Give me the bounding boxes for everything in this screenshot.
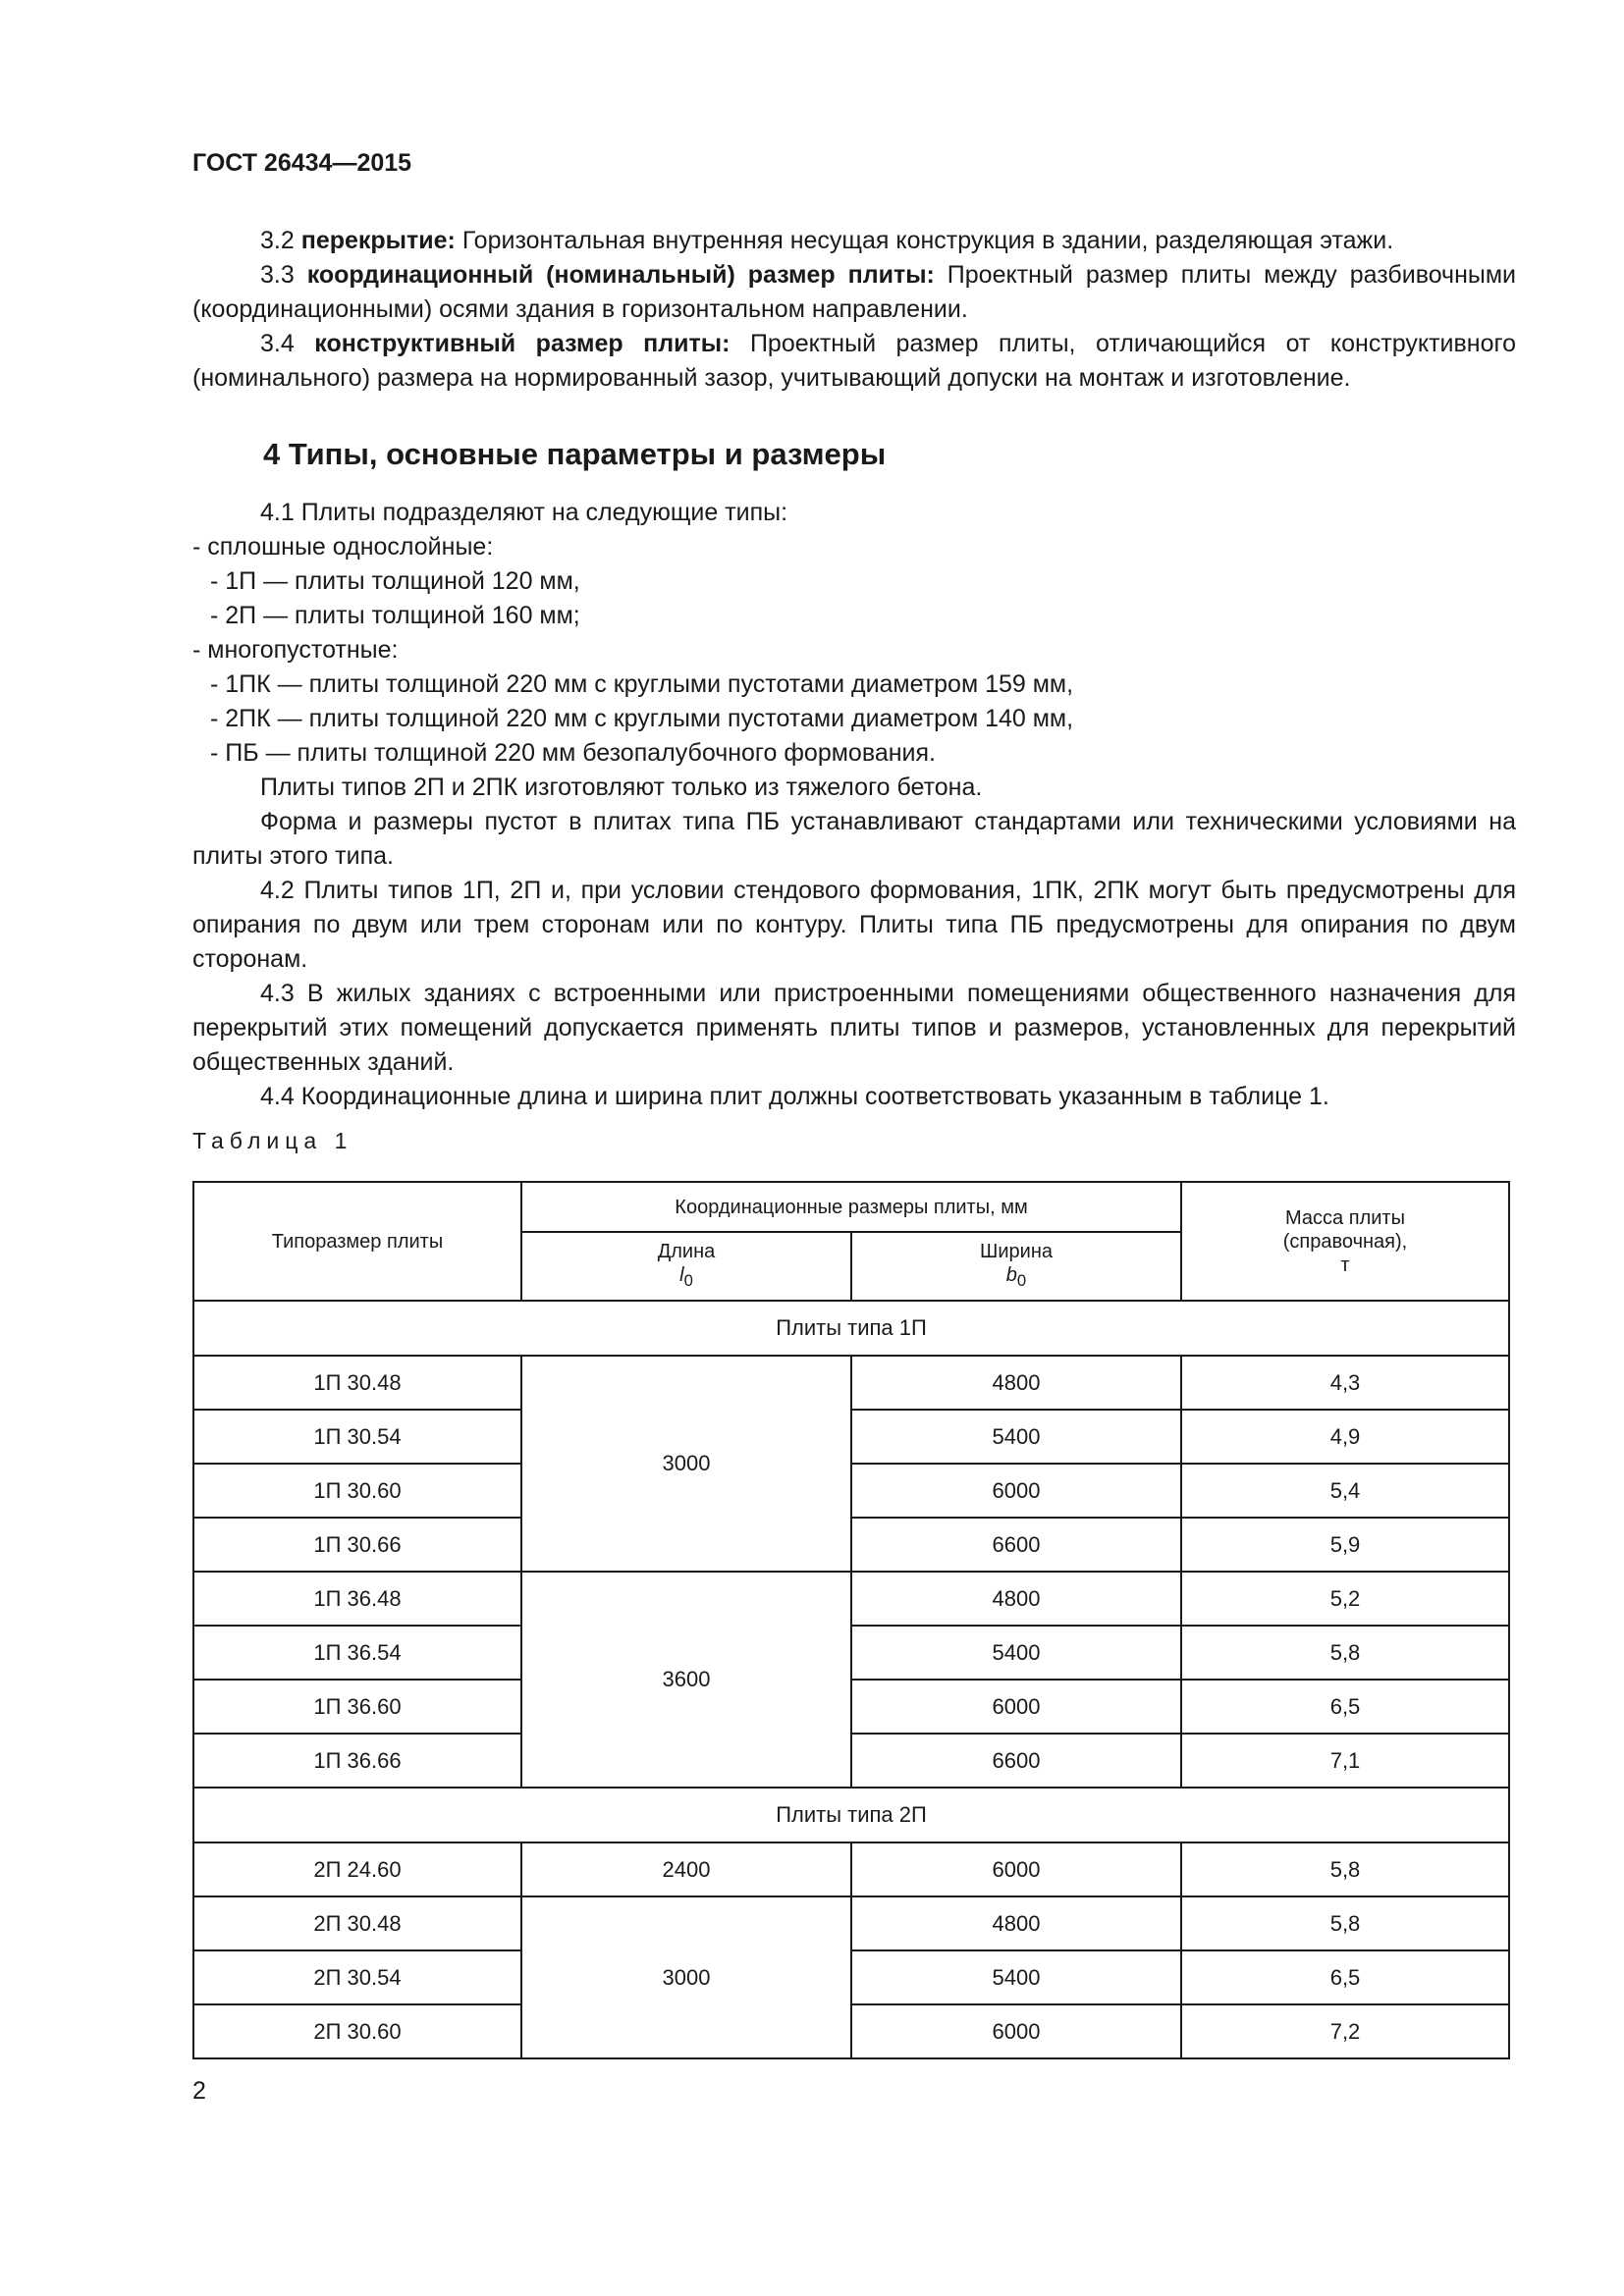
definition-term: координационный (номинальный) размер плиты: <box>306 261 935 289</box>
list-label-hollow: - многопустотные: <box>192 636 399 664</box>
length-cell: 3000 <box>521 1896 851 2058</box>
header-slab-type: Типоразмер плиты <box>193 1182 521 1301</box>
header-width: Ширина $b_0$ <box>851 1232 1181 1301</box>
header-mass: Масса плиты (справочная), т <box>1181 1182 1509 1301</box>
list-item: - ПБ — плиты толщиной 220 мм безопалубочного формования. <box>210 739 936 767</box>
table-row: 1П 36.66 6600 7,1 <box>193 1734 1509 1788</box>
table-row: 1П 36.60 6000 6,5 <box>193 1680 1509 1734</box>
definition-3-4: 3.4 конструктивный размер плиты: Проектный размер плиты, отличающийся от конструктивного (номинального) размера на нормированный зазор, учитывающий допуски на монтаж и изготовление. <box>192 330 1516 392</box>
table-caption: Таблица 1 <box>192 1128 353 1153</box>
paragraph-4-2: 4.2 Плиты типов 1П, 2П и, при условии стендового формования, 1ПК, 2ПК могут быть предусмотрены для опирания по двум или трем сторонам или по контуру. Плиты типа ПБ предусмотрены для опирания по двум сторонам. <box>192 877 1516 973</box>
page-number: 2 <box>192 2077 206 2105</box>
table-row: 1П 30.66 6600 5,9 <box>193 1518 1509 1572</box>
table-row: 1П 36.54 5400 5,8 <box>193 1626 1509 1680</box>
table-row: 1П 30.48 3000 4800 4,3 <box>193 1356 1509 1410</box>
list-item: - 2П — плиты толщиной 160 мм; <box>210 602 580 629</box>
list-item: - 2ПК — плиты толщиной 220 мм с круглыми пустотами диаметром 140 мм, <box>210 705 1074 732</box>
header-length: Длина $l_0$ <box>521 1232 851 1301</box>
definition-term: конструктивный размер плиты: <box>314 330 731 357</box>
length-cell: 3600 <box>521 1572 851 1788</box>
paragraph-4-3: 4.3 В жилых зданиях с встроенными или пристроенными помещениями общественного назначения для перекрытий этих помещений допускается применять плиты типов и размеров, установленных для перекрытий общественных зданий. <box>192 980 1516 1076</box>
paragraph-4-4: 4.4 Координационные длина и ширина плит должны соответствовать указанным в таблице 1. <box>260 1083 1329 1110</box>
list-item: - 1П — плиты толщиной 120 мм, <box>210 567 580 595</box>
list-label-solid: - сплошные однослойные: <box>192 533 494 561</box>
group-header-2p: Плиты типа 2П <box>193 1788 1509 1842</box>
paragraph-4-1: 4.1 Плиты подразделяют на следующие типы: <box>260 499 788 526</box>
group-header-1p: Плиты типа 1П <box>193 1301 1509 1356</box>
table-row: 1П 30.54 5400 4,9 <box>193 1410 1509 1464</box>
table-row: 2П 30.54 5400 6,5 <box>193 1950 1509 2004</box>
section-4-body <box>192 496 1516 1114</box>
table-row: 1П 30.60 6000 5,4 <box>193 1464 1509 1518</box>
length-cell: 2400 <box>521 1842 851 1896</box>
definition-3-3: 3.3 координационный (номинальный) размер плиты: Проектный размер плиты между разбивочными (координационными) осями здания в горизонтальном направлении. <box>192 261 1517 323</box>
table-row: 2П 30.48 3000 4800 5,8 <box>193 1896 1509 1950</box>
slab-dimensions-table <box>192 1181 1510 2059</box>
paragraph-void-shape: Форма и размеры пустот в плитах типа ПБ устанавливают стандартами или техническими условиями на плиты этого типа. <box>192 808 1516 870</box>
table-row: 2П 24.60 2400 6000 5,8 <box>193 1842 1509 1896</box>
table-row: 1П 36.48 3600 4800 5,2 <box>193 1572 1509 1626</box>
paragraph-heavy-concrete: Плиты типов 2П и 2ПК изготовляют только из тяжелого бетона. <box>260 774 983 801</box>
document-header: ГОСТ 26434—2015 <box>192 149 412 177</box>
header-coord-dimensions: Координационные размеры плиты, мм <box>521 1182 1181 1232</box>
definition-term: перекрытие: <box>300 227 456 254</box>
table-row: 2П 30.60 6000 7,2 <box>193 2004 1509 2058</box>
length-cell: 3000 <box>521 1356 851 1572</box>
definition-3-2: 3.2 перекрытие: Горизонтальная внутренняя несущая конструкция в здании, разделяющая этажи. <box>260 227 1394 254</box>
list-item: - 1ПК — плиты толщиной 220 мм с круглыми пустотами диаметром 159 мм, <box>210 670 1074 698</box>
section-4-title: 4 Типы, основные параметры и размеры <box>263 437 887 471</box>
definitions-block <box>192 224 1516 396</box>
